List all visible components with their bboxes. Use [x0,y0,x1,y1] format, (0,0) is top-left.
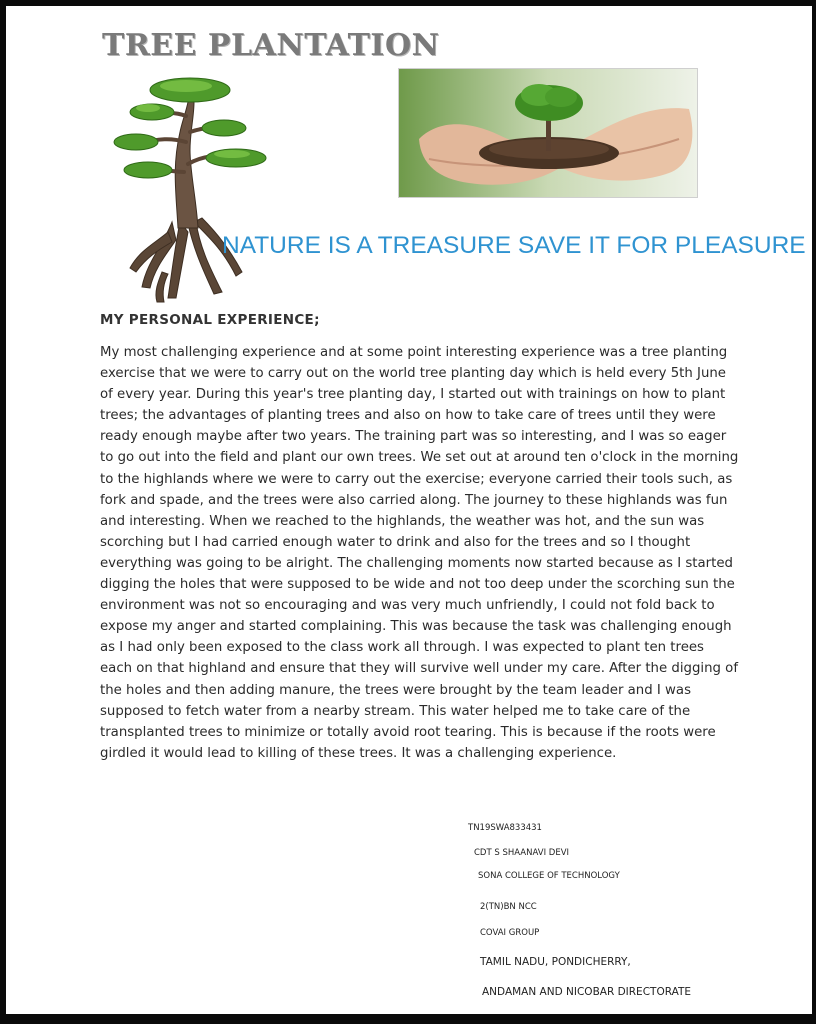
signature-name: CDT S SHAANAVI DEVI [474,848,570,858]
signature-directorate-line2: ANDAMAN AND NICOBAR DIRECTORATE [482,986,691,998]
signature-id: TN19SWA833431 [468,823,542,833]
page-title: TREE PLANTATION [102,28,440,63]
signature-battalion: 2(TN)BN NCC [480,902,537,912]
document-page [6,6,812,1014]
body-paragraph: My most challenging experience and at some point interesting experience was a tree planting exercise that we were to carry out on the world tree planting day which is held every 5th June of every year. During this year's tree planting day, I started out with trainings on how to plant trees; the advantages of planting trees and also on how to take care of trees until they were ready enough maybe after two years. The training part was so interesting, and I was so eager to go out into the field and plant our own trees. We set out at around ten o'clock in the morning to the highlands where we were to carry out the exercise; everyone carried their tools such, as fork and spade, and the trees were also carried along. The journey to these highlands was fun and interesting. When we reached to the highlands, the weather was hot, and the sun was scorching but I had carried enough water to drink and also for the trees and so I thought everything was going to be alright. The challenging moments now started because as I started digging the holes that were supposed to be wide and not too deep under the scorching sun the environment was not so encouraging and was very much unfriendly, I could not fold back to expose my anger and started complaining. This was because the task was challenging enough as I had only been exposed to the class work all through. I was expected to plant ten trees each on that highland and ensure that they will survive well under my care. After the digging of the holes and then adding manure, the trees were brought by the team leader and I was supposed to fetch water from a nearby stream. This water helped me to take care of the transplanted trees to minimize or totally avoid root tearing. This is because if the roots were girdled it would lead to killing of these trees. It was a challenging experience. [100,345,739,761]
signature-directorate-line1: TAMIL NADU, PONDICHERRY, [480,956,631,968]
signature-college: SONA COLLEGE OF TECHNOLOGY [478,871,620,881]
hands-sapling-photo [398,68,698,198]
signature-group: COVAI GROUP [480,928,540,938]
slogan-text: NATURE IS A TREASURE SAVE IT FOR PLEASURE [222,232,806,259]
tree-illustration [102,72,282,304]
section-heading: MY PERSONAL EXPERIENCE; [100,312,320,328]
